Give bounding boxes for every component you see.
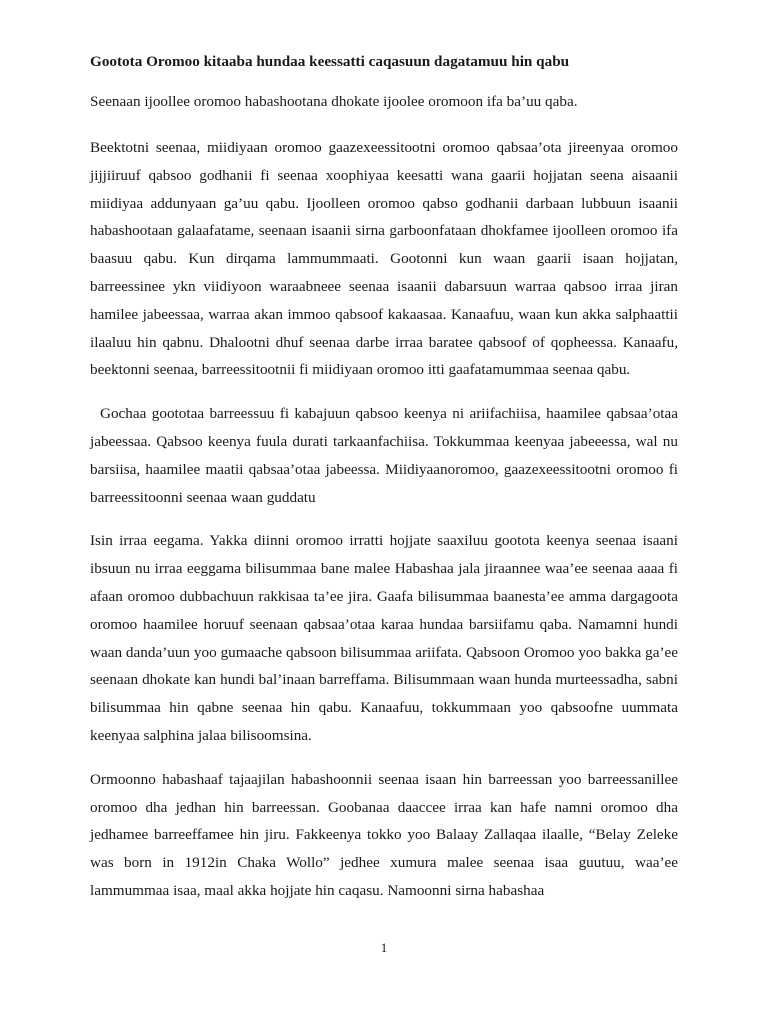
intro-line: Seenaan ijoollee oromoo habashootana dhokate ijoolee oromoon ifa ba’uu qaba. xyxy=(90,93,578,110)
document-title: Goototа Oromoo kitaaba hundaa keessatti caqasuun dagatamuu hin qabu xyxy=(90,53,570,70)
paragraph-1: Beektotni seenaa, miidiyaan oromoo gaazexeessitootni oromoo qabsaa’ota jireenyaa oromoo jijjiiruuf qabsoo godhanii fi seenaa xoophiyaa keesatti wana gaarii hojjatan seena aisaanii miidiyaa addunyaan ga’uu qabu. Ijoolleen oromoo qabso godhanii darbaan lubbuun isaanii habashootaan galaafatame, seenaan isaanii sirna garboonfataan dhokfamee ijoolleen oromoo ifa baasuu qabu. Kun dirqama lammummaati. Gootonni kun waan gaarii isaan hojjatan, barreessinee ykn viidiyoon waraabneee seenaa isaanii dabarsuun warraa qabsoo irraa jiran hamilee jabeessaa, warraa akan immoo qabsoof kakaasaa. Kanaafuu, waan kun akka salphaattii ilaaluu hin qabnu. Dhalootni dhuf seenaa darbe irraa baratee qabsoof of qopheessa. Kanaafu, beektonni seenaa, barreessitootnii fi miidiyaan oromoo itti gaafatamummaa seenaa qabu. xyxy=(90,139,678,379)
paragraph-2: Gochaa goototaa barreessuu fi kabajuun qabsoo keenya ni ariifachiisa, haamilee qabsaa’otaa jabeessaa. Qabsoo keenya fuula durati tarkaanfachiisa. Tokkummaa keenyaa jabeeessa, wal nu barsiisa, haamilee maatii qabsaa’otaa jabeessa. Miidiyaanoromoo, gaazexeessitootni oromoo fi barreessitoonni seenaa waan guddatu xyxy=(90,405,678,506)
paragraph-4: Ormoonno habashaaf tajaajilan habashoonnii seenaa isaan hin barreessan yoo barreessanillee oromoo dha jedhan hin barreessan. Goobanaa daaccee irraa kan hafe namni oromoo dha jedhamee barreeffamee hin jiru. Fakkeenya tokko yoo Balaay Zallaqaa ilaalle, “Belay Zeleke was born in 1912in Chaka Wollo” jedhee xumura malee seenaa isaa guutuu, waa’ee lammummaa isaa, maal akka hojjate hin caqasu. Namoonni sirna habashaa xyxy=(90,770,678,899)
document-body xyxy=(90,50,678,921)
page-number: 1 xyxy=(380,940,388,955)
paragraph-3: Isin irraa eegama. Yakka diinni oromoo irratti hojjate saaxiluu goototа keenya seenaa isaani ibsuun nu irraa eeggama bilisummaa bane malee Habashaa jala jiraannee waa’ee seenaa aaaa fi afaan oromoo dubbachuun rakkisaa ta’ee jira. Gaafa bilisummaa baanesta’ee amma dargagoota oromoo haamilee horuuf seenaan qabsaa’otaa karaa hundaa barsiifamu qaba. Namamni hundi waan danda’uun yoo gumaache qabsoon bilisummaa ariifata. Qabsoon Oromoo yoo bakka ga’ee seenaan dhokate kan hundi bal’inaan barreffama. Bilisummaan waan hunda murteessadha, sabni bilisummaa hin qabne seenaa hin qabu. Kanaafuu, tokkummaan yoo qabsoofne uummata keenyaa salphina jalaa bilisoomsina. xyxy=(90,532,678,744)
